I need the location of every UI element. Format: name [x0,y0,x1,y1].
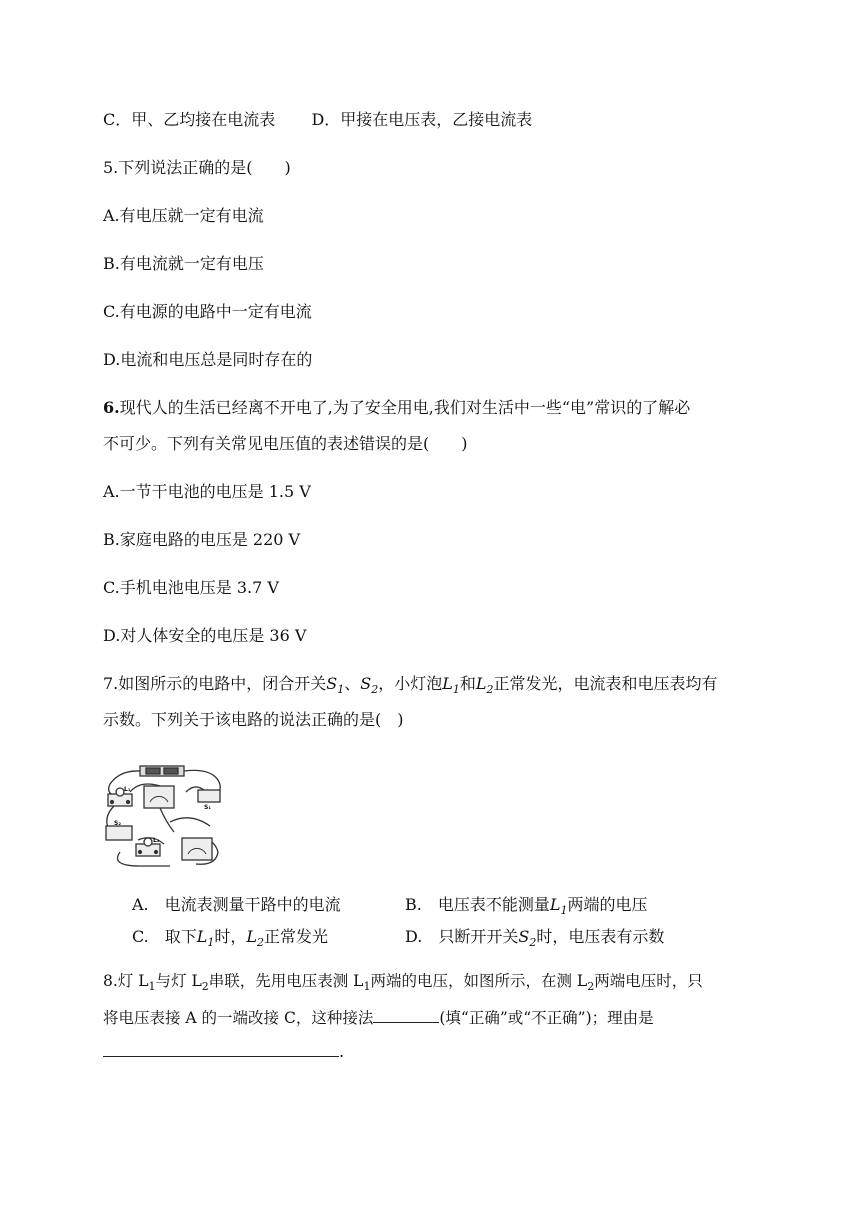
q5-number: 5. [103,158,119,177]
q7-l1 [442,674,460,697]
voltmeter [182,838,212,860]
q8-sub1: 1 [148,980,156,994]
q7-option-c-l1 [196,927,215,950]
q8-line3-end: . [339,1042,345,1061]
q7-s1-letter: S [326,674,338,693]
q5-stem-text: 下列说法正确的是( ) [118,158,291,177]
q8-text-d: 两端的电压，如图所示，在测 L [370,972,588,990]
q6-stem-line2: 不可少。下列有关常见电压值的表述错误的是( ) [103,434,468,453]
q4-option-c: C．甲、乙均接在电流表 [103,110,276,129]
q7-option-d-pre: D. 只断开开关 [405,927,519,946]
q4-option-d: D．甲接在电压表，乙接电流表 [311,110,533,129]
fig-label-l2: L₂ [153,837,160,844]
q8-sub4: 2 [587,980,595,994]
q8-text-line2-b: (填“正确”或“不正确”)；理由是 [439,1009,654,1027]
q7-s2-sub: 2 [371,683,379,697]
q7-option-c-post: 正常发光 [264,927,329,946]
q7-s1 [326,674,345,697]
q8-text-e: 两端电压时，只 [594,972,703,990]
q8-line1 [103,970,703,998]
q8-blank-1[interactable] [373,1006,439,1023]
q6-stem-line1 [103,397,690,419]
q7-sep: 、 [344,674,361,693]
q7-option-a: A. 电流表测量干路中的电流 [132,895,341,914]
q8-line2 [103,1006,654,1029]
q6-stem-text-1: 现代人的生活已经离不开电了,为了安全用电,我们对生活中一些“电”常识的了解必 [119,398,691,417]
q7-option-c-l2-letter: L [246,927,258,946]
q7-l1-sub: 1 [452,683,460,697]
q5-stem [103,157,291,179]
q7-option-c-mid: 时， [214,927,247,946]
q7-option-b-sub: 1 [560,904,568,918]
q7-option-d-s2 [518,927,537,950]
q6-option-d: D.对人体安全的电压是 36 V [103,626,307,645]
q8-text-b: 与灯 L [155,972,202,990]
q7-circuit-figure [100,762,230,870]
q8-sub3: 1 [363,980,371,994]
q7-text-b: ，小灯泡 [378,674,443,693]
q6-number: 6. [103,398,120,417]
q7-l2-letter: L [475,674,487,693]
fig-label-s1: S₁ [204,804,211,811]
q7-and: 和 [459,674,476,693]
switch-s2 [106,826,132,840]
fig-label-l1: L₁ [124,786,131,793]
q8-text-line2-a: 将电压表接 A 的一端改接 C，这种接法 [103,1009,374,1027]
q7-s2-letter: S [360,674,372,693]
q7-option-b-l: L [549,895,561,914]
q7-option-c-pre: C. 取下 [132,927,197,946]
q7-stem-line1 [103,673,718,701]
q7-s2 [360,674,379,697]
q6-option-c: C.手机电池电压是 3.7 V [103,578,279,597]
q7-option-c-sub: 1 [207,936,215,950]
q7-option-c-l: L [196,927,208,946]
q7-stem-line2: 示数。下列关于该电路的说法正确的是( ) [103,710,404,729]
ammeter [144,786,174,808]
q7-s1-sub: 1 [337,683,345,697]
q8-sub2: 2 [201,980,209,994]
q7-text-a: 7.如图所示的电路中，闭合开关 [103,674,327,693]
q7-l1-letter: L [442,674,453,693]
q5-option-a: A.有电压就一定有电流 [103,206,264,225]
q7-l2-sub: 2 [486,683,494,697]
q7-option-c-l2 [246,927,265,950]
q7-option-b-pre: B. 电压表不能测量 [405,895,550,914]
q7-text-c: 正常发光，电流表和电压表均有 [493,674,718,693]
q7-option-b [405,894,648,922]
q8-text-c: 串联，先用电压表测 L [208,972,364,990]
q8-text-a: 8.灯 L [103,972,149,990]
switch-s1 [198,790,220,802]
q7-option-b-l1 [549,895,568,918]
q5-option-d: D.电流和电压总是同时存在的 [103,350,313,369]
q5-option-b: B.有电流就一定有电压 [103,254,264,273]
fig-label-s2: S₂ [114,820,121,827]
q7-option-d-post: 时，电压表有示数 [536,927,665,946]
q8-line3 [103,1040,344,1063]
q6-option-b: B.家庭电路的电压是 220 V [103,530,301,549]
q7-l2 [475,674,494,697]
q8-blank-2[interactable] [103,1040,339,1057]
q7-option-d-sub: 2 [529,936,537,950]
q7-option-c [132,926,328,954]
q7-option-c-sub2: 2 [257,936,265,950]
q7-option-b-post: 两端的电压 [567,895,648,914]
q4-options-row [103,109,532,131]
q7-option-d [405,926,664,954]
q6-option-a: A.一节干电池的电压是 1.5 V [103,482,311,501]
q5-option-c: C.有电源的电路中一定有电流 [103,302,312,321]
q7-option-d-s: S [518,927,530,946]
